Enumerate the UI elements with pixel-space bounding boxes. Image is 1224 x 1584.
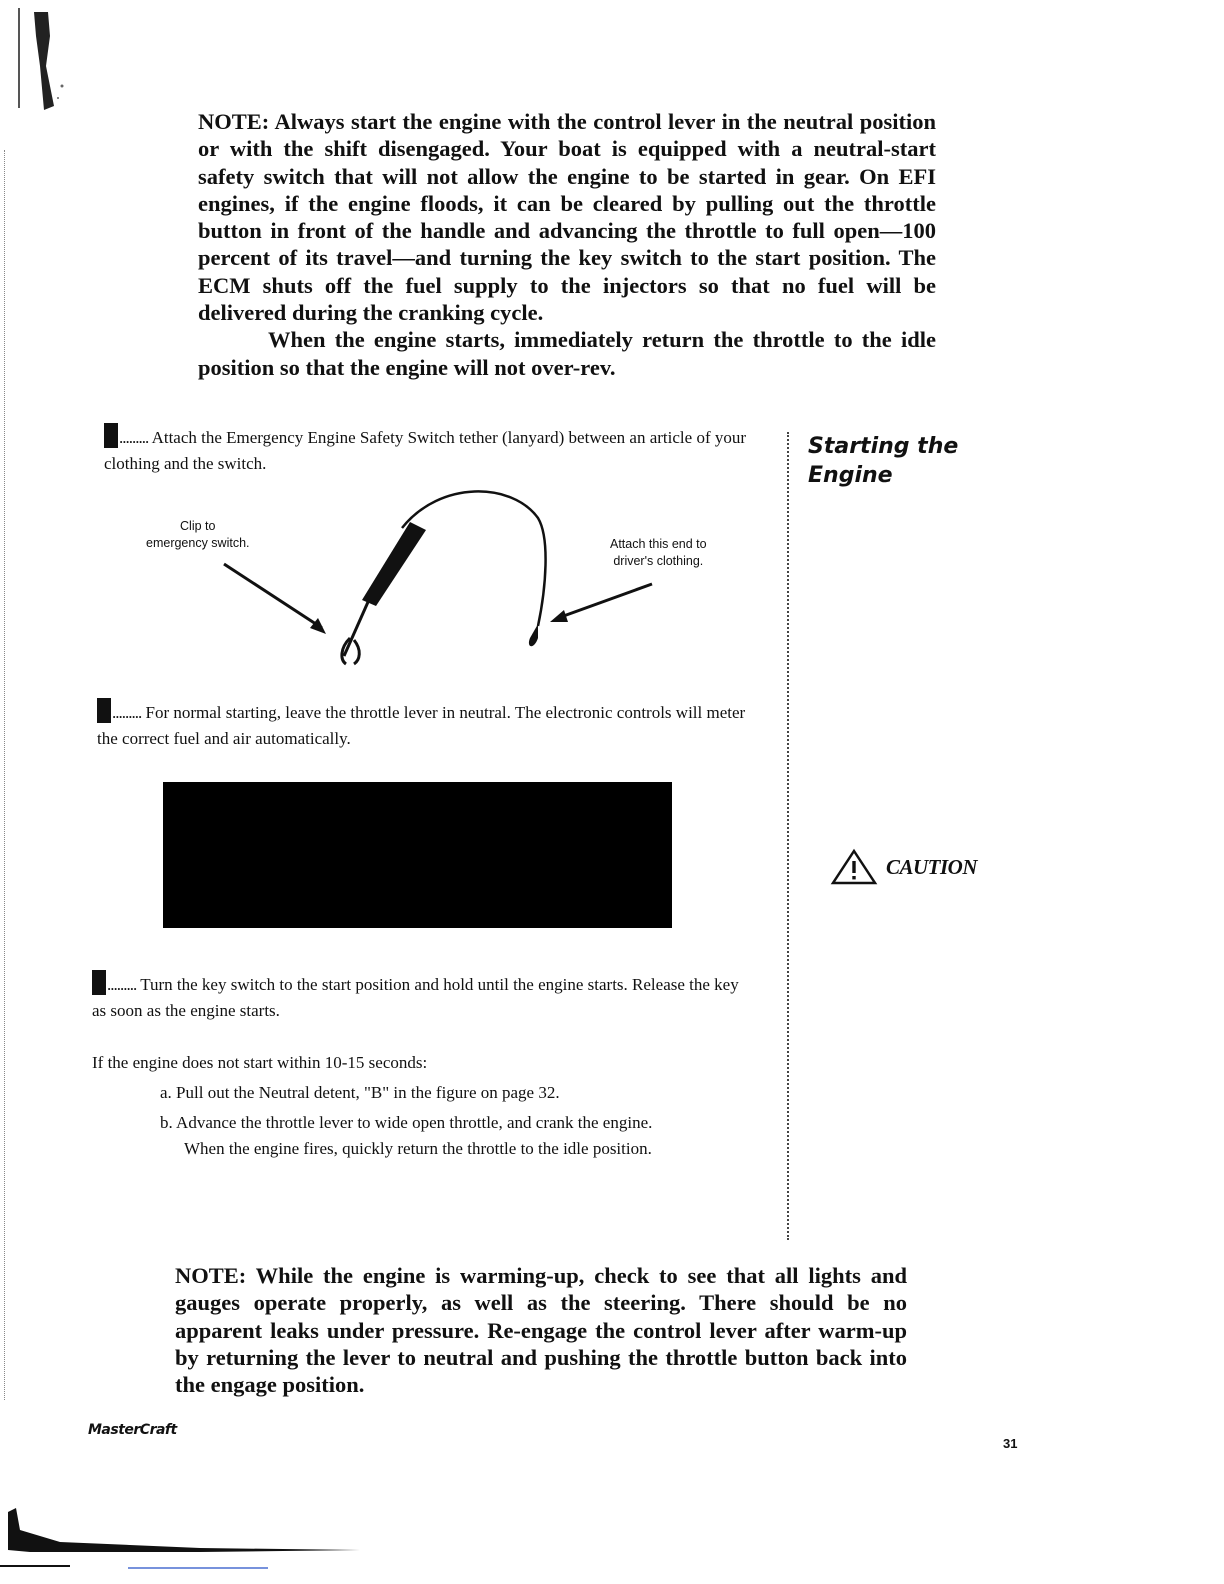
step-marker [104,423,118,448]
figure-label-right-line-2: driver's clothing. [613,554,704,568]
note-bottom [175,1262,907,1398]
page-number: 31 [1003,1436,1018,1451]
note-bottom-text: NOTE: While the engine is warming-up, check to see that all lights and gauges operate properly, as well as the steering. There should be no apparent leaks under pressure. Re-engage the control lever after warm-up by returning the lever to neutral and pushing the throttle button back into the engage position. [175,1263,907,1398]
lanyard-drawing [140,488,760,668]
tether-figure [140,488,760,668]
caution-label: CAUTION [886,854,978,879]
note-top [198,108,936,381]
note-top-paragraph-1: NOTE: Always start the engine with the control lever in the neutral position or with the shift disengaged. Your boat is equipped with a neutral-start safety switch that will not allow the engine to be started in gear. On EFI engines, if the engine floods, it can be cleared by pulling out the throttle button in front of the handle and advancing the throttle to full open—100 percent of its travel—and turning the key switch to the start position. The ECM shuts off the fuel supply to the injectors so that no fuel will be delivered during the cranking cycle. [198,109,936,326]
troubleshoot-item-a: a. Pull out the Neutral detent, "B" in the figure on page 32. [160,1083,560,1102]
figure-label-right-line-1: Attach this end to [610,537,707,551]
step-1 [104,423,764,477]
caution-heading [830,848,977,886]
margin-divider [787,432,789,1240]
leader-dots: ......... [112,703,142,722]
scan-artifact-top-left [14,6,74,116]
redaction-box [163,782,672,928]
warning-triangle-icon [830,848,878,886]
scan-edge-marks [4,150,21,1400]
step-3-text: Turn the key switch to the start position and hold until the engine starts. Release the key as soon as the engine starts. [92,975,739,1020]
troubleshoot-item-b-continued: When the engine fires, quickly return the throttle to the idle position. [184,1139,652,1158]
step-3 [92,970,752,1024]
step-2-text: For normal starting, leave the throttle lever in neutral. The electronic controls will meter the correct fuel and air automatically. [97,703,746,748]
section-title-line-2: Engine [808,463,893,488]
step-1-text: Attach the Emergency Engine Safety Switch tether (lanyard) between an article of your clothing and the switch. [104,428,747,473]
scan-artifact-bottom-left [0,1490,400,1584]
step-2 [97,698,757,752]
section-title-line-1: Starting the [808,434,959,459]
section-title [808,432,958,490]
note-top-paragraph-2: When the engine starts, immediately return the throttle to the idle position so that the engine will not over-rev. [198,327,936,380]
figure-label-left-line-1: Clip to [180,519,216,533]
troubleshoot-item-b: b. Advance the throttle lever to wide open throttle, and crank the engine. [160,1113,653,1132]
leader-dots: ......... [119,428,149,447]
figure-label-left-line-2: emergency switch. [146,536,250,550]
leader-dots: ......... [107,975,137,994]
troubleshoot-intro: If the engine does not start within 10-15 seconds: [92,1053,428,1072]
step-marker [92,970,106,995]
step-marker [97,698,111,723]
brand-logo: MasterCraft [88,1422,177,1438]
